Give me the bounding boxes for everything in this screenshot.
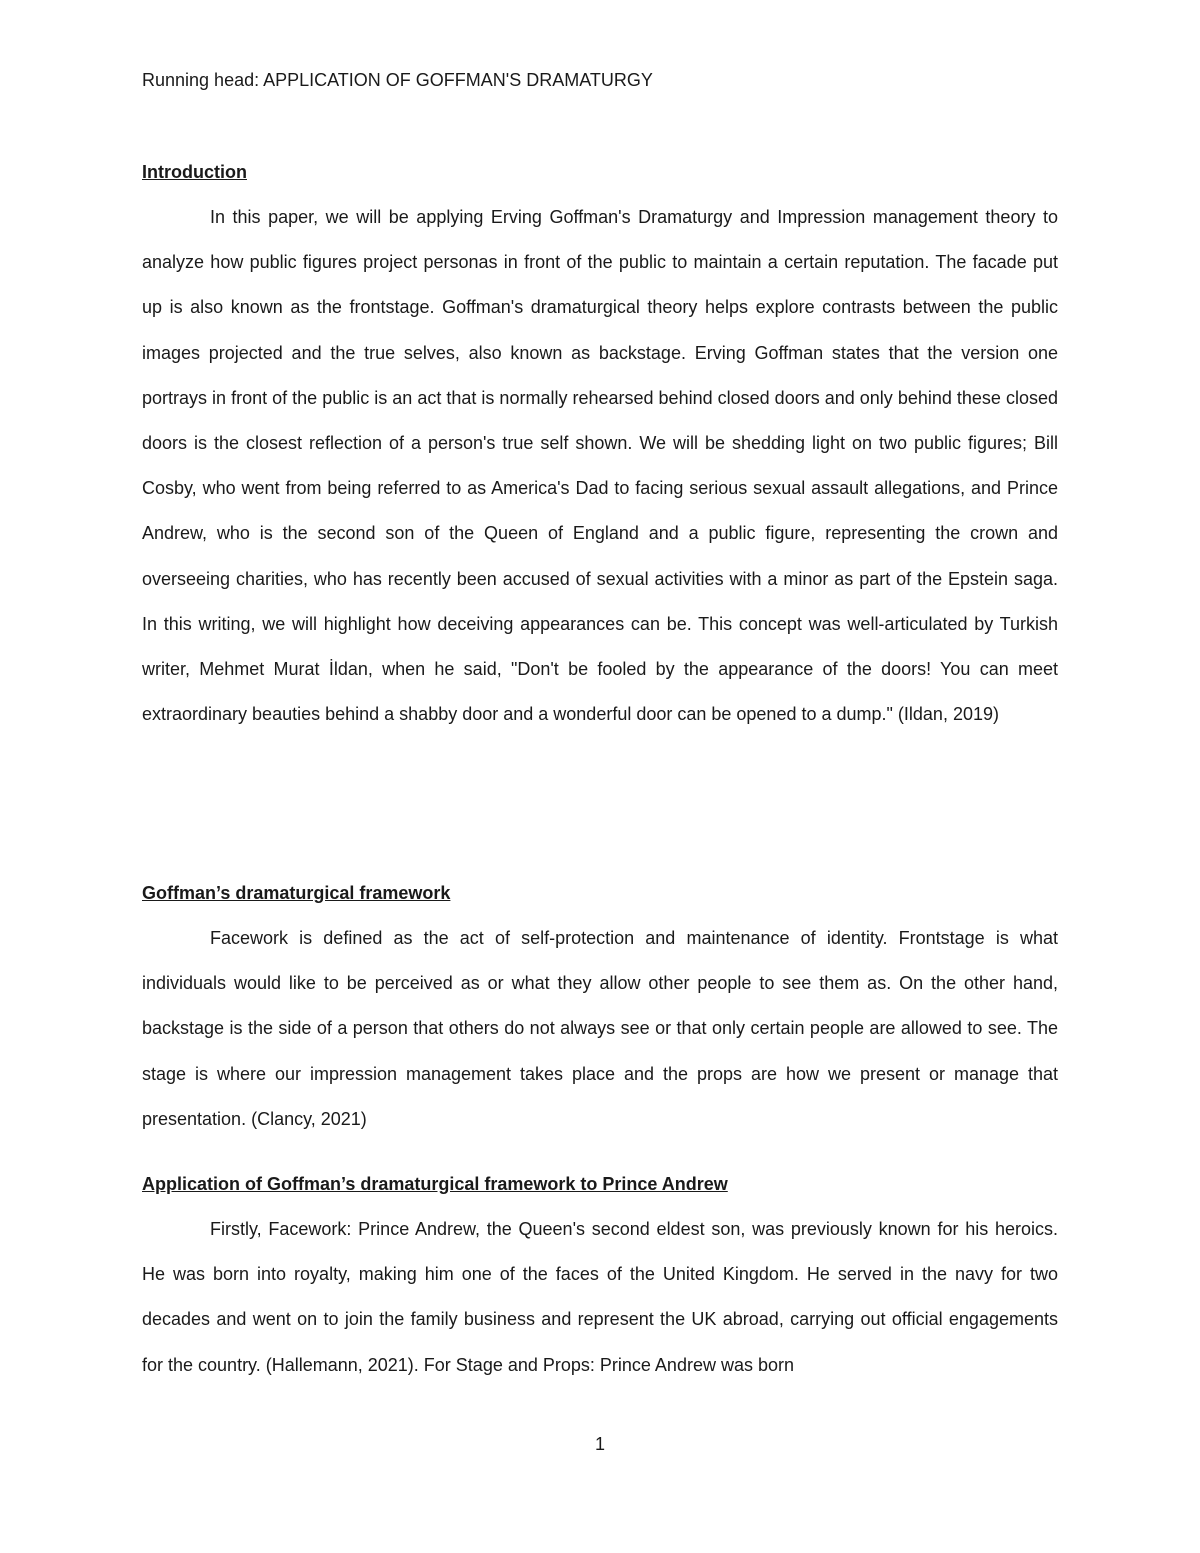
section-paragraph-prince-andrew: Firstly, Facework: Prince Andrew, the Queen's second eldest son, was previously known for his heroics. He was born into royalty, making him one of the faces of the United Kingdom. He served in the navy for two decades and went on to join the family business and represent the UK abroad, carrying out official engagements for the country. (Hallemann, 2021). For Stage and Props: Prince Andrew was born bbox=[142, 1219, 1058, 1375]
section-paragraph-introduction: In this paper, we will be applying Erving Goffman's Dramaturgy and Impression management theory to analyze how public figures project personas in front of the public to maintain a certain reputation. The facade put up is also known as the frontstage. Goffman's dramaturgical theory helps explore contrasts between the public images projected and the true selves, also known as backstage. Erving Goffman states that the version one portrays in front of the public is an act that is normally rehearsed behind closed doors and only behind these closed doors is the closest reflection of a person's true self shown. We will be shedding light on two public figures; Bill Cosby, who went from being referred to as America's Dad to facing serious sexual assault allegations, and Prince Andrew, who is the second son of the Queen of England and a public figure, representing the crown and overseeing charities, who has recently been accused of sexual activities with a minor as part of the Epstein saga. In this writing, we will highlight how deceiving appearances can be. This concept was well-articulated by Turkish writer, Mehmet Murat İldan, when he said, "Don't be fooled by the appearance of the doors! You can meet extraordinary beauties behind a shabby door and a wonderful door can be opened to a dump." (Ildan, 2019) bbox=[142, 207, 1058, 725]
page-number: 1 bbox=[594, 1434, 605, 1454]
section-heading-prince-andrew: Application of Goffman’s dramaturgical framework to Prince Andrew bbox=[142, 1174, 728, 1194]
section-heading-dramaturgical-framework: Goffman’s dramaturgical framework bbox=[142, 883, 451, 903]
section-paragraph-dramaturgical-framework: Facework is defined as the act of self-protection and maintenance of identity. Frontstage is what individuals would like to be perceived as or what they allow other people to see them as. On the other hand, backstage is the side of a person that others do not always see or that only certain people are allowed to see. The stage is where our impression management takes place and the props are how we present or manage that presentation. (Clancy, 2021) bbox=[142, 928, 1058, 1129]
running-head: Running head: APPLICATION OF GOFFMAN'S DRAMATURGY bbox=[142, 70, 653, 90]
section-heading-introduction: Introduction bbox=[142, 162, 247, 182]
